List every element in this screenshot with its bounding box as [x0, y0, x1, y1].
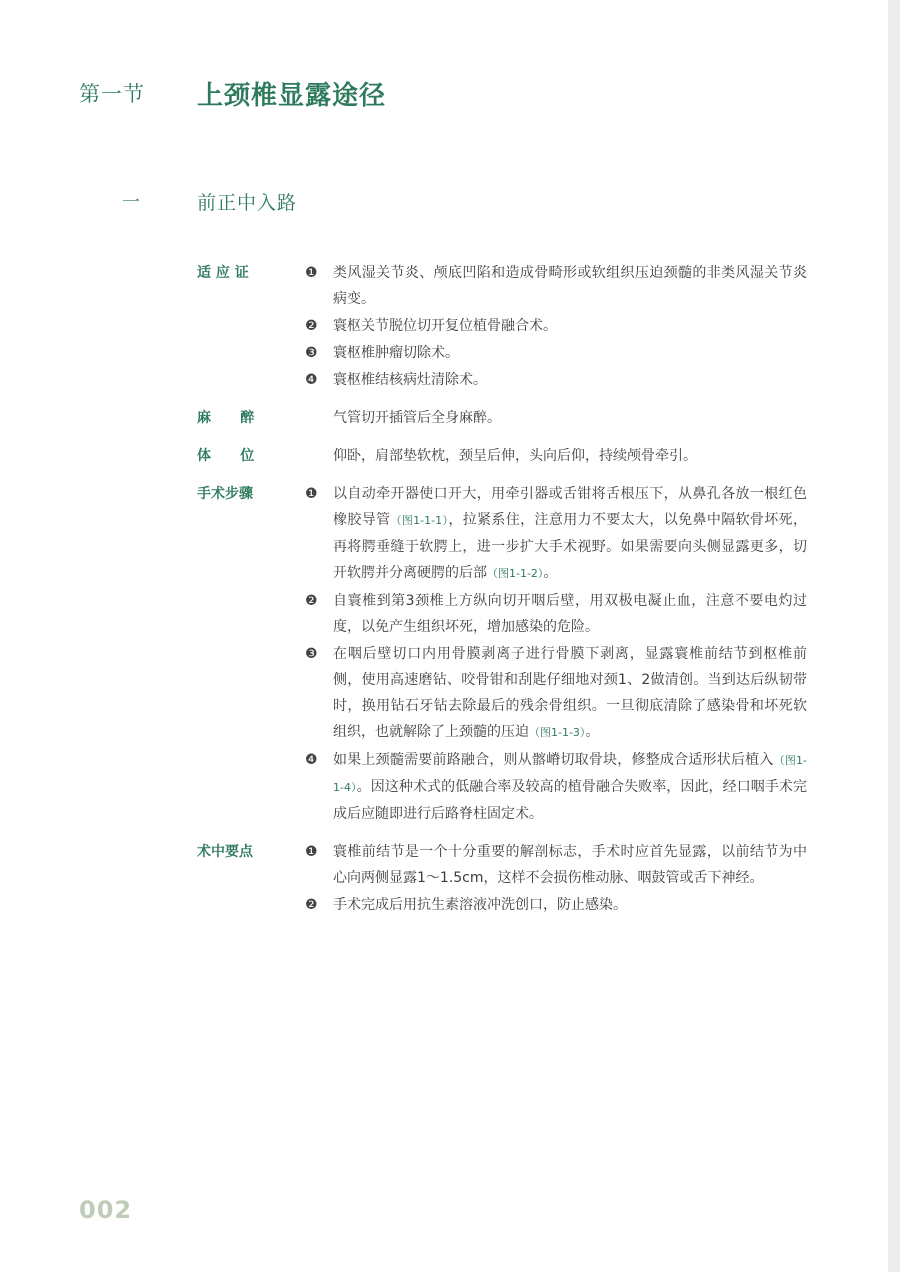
- anesthesia-label: 麻 醉: [197, 410, 255, 426]
- list-item: [305, 405, 807, 431]
- item-number: ❹: [305, 372, 318, 388]
- list-item: [305, 641, 807, 746]
- item-number: ❹: [305, 752, 318, 768]
- item-number: ❷: [305, 318, 318, 334]
- section-title: 上颈椎显露途径: [197, 81, 387, 111]
- item-text: 寰枢椎结核病灶清除术。: [333, 372, 487, 388]
- item-text: 气管切开插管后全身麻醉。: [333, 410, 501, 426]
- surgical-steps-label: 手术步骤: [197, 486, 253, 502]
- section-number: 第一节: [79, 82, 145, 106]
- list-item: [305, 260, 807, 312]
- item-text: [333, 641, 807, 746]
- figure-reference: （图1-1-3）: [529, 726, 586, 739]
- list-item: [305, 747, 807, 827]
- item-text: 寰枢关节脱位切开复位植骨融合术。: [333, 318, 557, 334]
- text-run: ，拉紧系住，注意用力不要太大，以免鼻中隔软骨坏死，再将腭垂缝于软腭上，进一步扩大手术视野。如果需要向头侧显露更多，切开软腭并分离硬腭的后部: [333, 512, 808, 581]
- list-item: [305, 367, 807, 393]
- article-body: [197, 260, 807, 930]
- list-item: [305, 443, 807, 469]
- page-edge-bar: [888, 0, 900, 1272]
- item-number: ❸: [305, 345, 318, 361]
- item-text: 自寰椎到第3颈椎上方纵向切开咽后壁，用双极电凝止血，注意不要电灼过度，以免产生组织坏死，增加感染的危险。: [333, 593, 807, 635]
- surgical-steps-block: [197, 481, 807, 828]
- anesthesia-block: [197, 405, 807, 432]
- text-run: 。因这种术式的低融合率及较高的植骨融合失败率，因此，经口咽手术完成后应随即进行后路脊柱固定术。: [333, 779, 808, 822]
- list-item: [305, 839, 807, 891]
- list-item: [305, 892, 807, 918]
- item-number: ❶: [305, 844, 318, 860]
- item-number: ❶: [305, 265, 318, 281]
- page-number: 002: [79, 1196, 133, 1224]
- item-text: 手术完成后用抗生素溶液冲洗创口，防止感染。: [333, 897, 627, 913]
- indications-label: 适 应 证: [197, 265, 249, 281]
- list-item: [305, 588, 807, 640]
- subsection-title: 前正中入路: [197, 192, 298, 214]
- item-number: ❷: [305, 593, 318, 609]
- item-text: [333, 481, 807, 587]
- key-points-label: 术中要点: [197, 844, 253, 860]
- item-text: 寰椎前结节是一个十分重要的解剖标志，手术时应首先显露，以前结节为中心向两侧显露1～1.5cm，这样不会损伤椎动脉、咽鼓管或舌下神经。: [333, 844, 807, 886]
- figure-reference: （图1-1-4）: [333, 754, 808, 794]
- position-block: [197, 443, 807, 470]
- list-item: [305, 340, 807, 366]
- text-run: 在咽后壁切口内用骨膜剥离子进行骨膜下剥离，显露寰椎前结节到枢椎前侧，使用高速磨钻、咬骨钳和刮匙仔细地对颈1、2做清创。当到达后纵韧带时，换用钻石牙钻去除最后的残余骨组织。一旦彻底清除了感染骨和坏死软组织，也就解除了上颈髓的压迫: [333, 646, 807, 740]
- list-item: [305, 313, 807, 339]
- item-text: [333, 747, 807, 827]
- text-run: 。: [585, 724, 600, 740]
- item-number: ❷: [305, 897, 318, 913]
- item-number: ❶: [305, 486, 318, 502]
- text-run: 以自动牵开器使口开大，用牵引器或舌钳将舌根压下，从鼻孔各放一根红色橡胶导管: [333, 486, 807, 528]
- item-text: 仰卧，肩部垫软枕，颈呈后伸，头向后仰，持续颅骨牵引。: [333, 448, 697, 464]
- indications-block: [197, 260, 807, 394]
- subsection-number: 一: [122, 192, 140, 213]
- key-points-block: [197, 839, 807, 919]
- figure-reference: （图1-1-1）: [390, 514, 449, 527]
- text-run: 如果上颈髓需要前路融合，则从髂嵴切取骨块，修整成合适形状后植入: [333, 752, 774, 768]
- position-label: 体 位: [197, 448, 255, 464]
- list-item: [305, 481, 807, 587]
- item-text: 类风湿关节炎、颅底凹陷和造成骨畸形或软组织压迫颈髓的非类风湿关节炎病变。: [333, 265, 807, 307]
- text-run: 。: [543, 565, 558, 581]
- figure-reference: （图1-1-2）: [487, 567, 544, 580]
- item-text: 寰枢椎肿瘤切除术。: [333, 345, 459, 361]
- item-number: ❸: [305, 646, 318, 662]
